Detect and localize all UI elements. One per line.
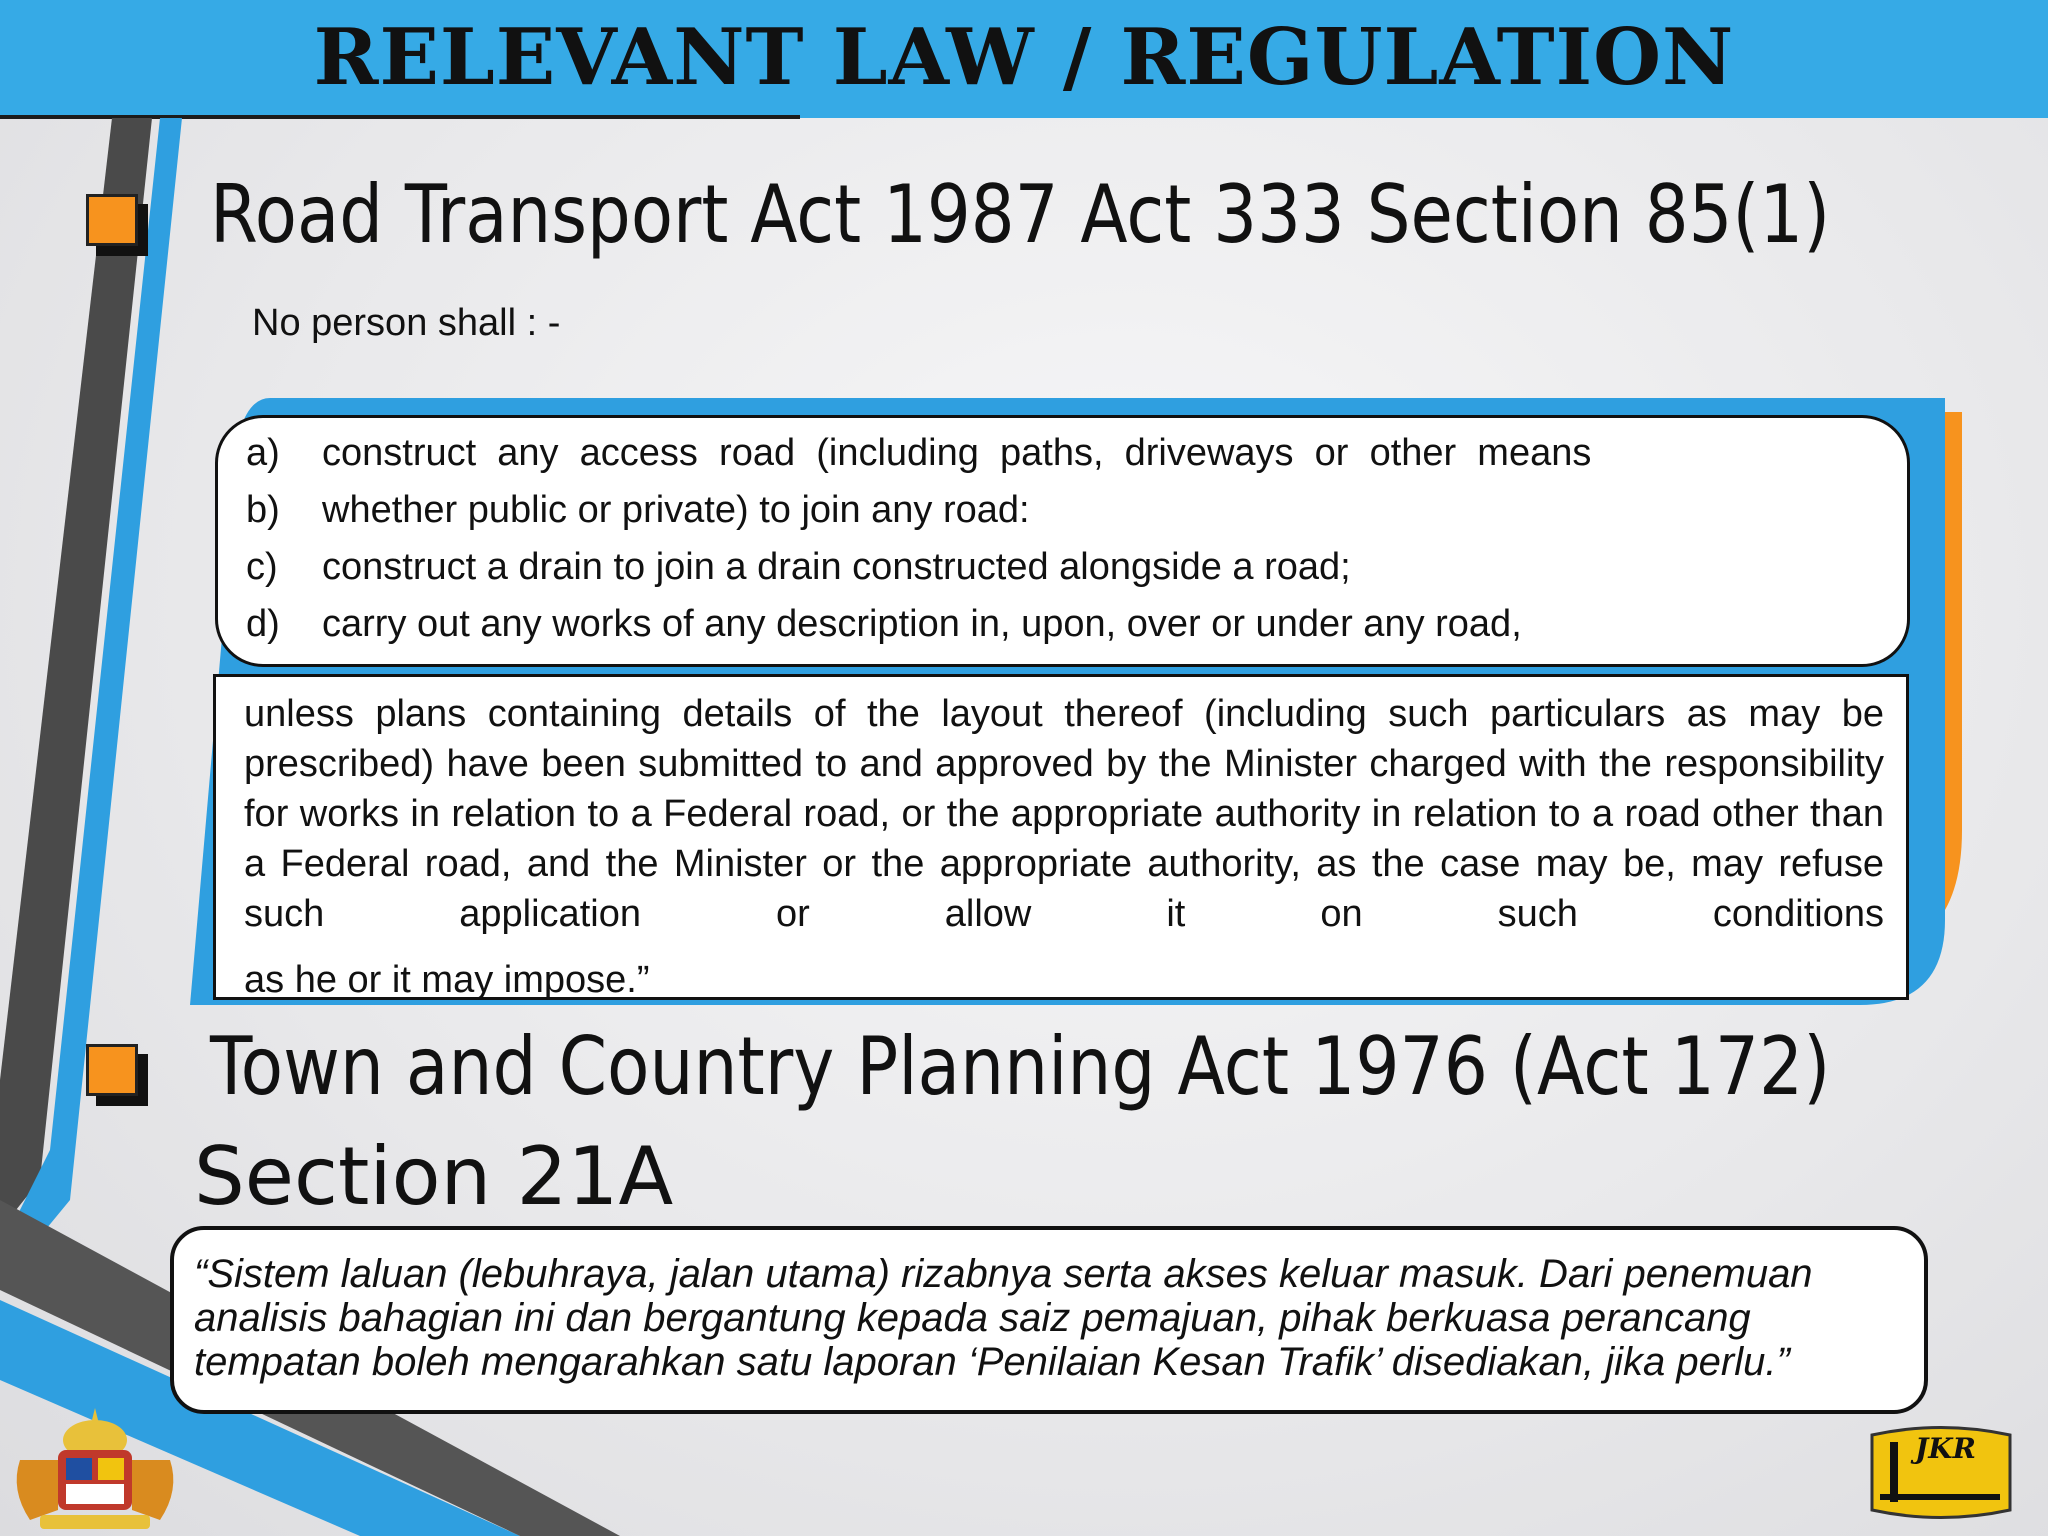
body-last-line: as he or it may impose.”	[244, 959, 650, 1001]
list-item	[246, 546, 1351, 589]
coat-of-arms-logo	[0, 1400, 190, 1536]
list-item	[246, 489, 1030, 532]
bullet-icon	[86, 1044, 138, 1096]
list-item-text: construct any access road (including paths, driveways or other means	[322, 432, 1592, 474]
list-item-text: carry out any works of any description in, upon, over or under any road,	[322, 603, 1522, 645]
quote-panel	[170, 1226, 1928, 1414]
list-item	[246, 603, 1522, 646]
list-marker: a)	[246, 432, 280, 474]
list-item-text: whether public or private) to join any road:	[322, 489, 1030, 531]
lead-text: No person shall : -	[252, 302, 561, 344]
section2-heading-line1: Town and Country Planning Act 1976 (Act 172)	[210, 1020, 1831, 1113]
slide-title: RELEVANT LAW / REGULATION	[313, 12, 1735, 103]
list-marker: b)	[246, 489, 280, 531]
bullet-icon	[86, 194, 138, 246]
body-panel	[213, 674, 1909, 1000]
quote-text: “Sistem laluan (lebuhraya, jalan utama) rizabnya serta akses keluar masuk. Dari penemuan analisis bahagian ini dan bergantung kepada saiz pemajuan, pihak berkuasa perancang tempatan boleh mengarahkan satu laporan ‘Penilaian Kesan Trafik’ disediakan, jika perlu.”	[194, 1252, 1813, 1384]
orange-panel-edge	[1945, 412, 1962, 910]
body-text: unless plans containing details of the layout thereof (including such particulars as may be prescribed) have been submitted to and approved by the Minister charged with the responsibility for works in relation to a Federal road, or the appropriate authority in relation to a road other than a Federal road, and the Minister or the appropriate authority, as the case may be, may refuse such application or allow it on such conditions	[244, 693, 1884, 935]
list-item-text: construct a drain to join a drain constructed alongside a road;	[322, 546, 1351, 588]
jkr-logo-text: JKR	[1915, 1432, 1976, 1465]
section2-heading-line2: Section 21A	[194, 1130, 674, 1223]
section1-heading: Road Transport Act 1987 Act 333 Section 85(1)	[210, 168, 1831, 261]
list-item	[246, 432, 1591, 475]
list-marker: c)	[246, 546, 278, 588]
list-panel	[215, 415, 1910, 667]
list-marker: d)	[246, 603, 280, 645]
